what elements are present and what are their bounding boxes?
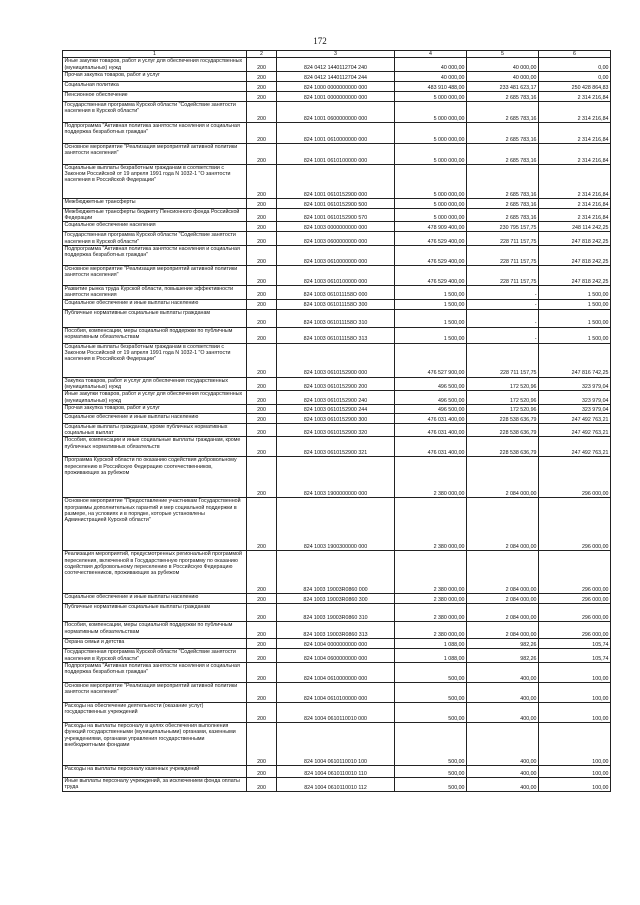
cell-plan: 500,00 [395,683,467,703]
cell-rest: 248 114 242,25 [539,222,611,232]
cell-admin: 200 [247,683,277,703]
cell-admin: 200 [247,198,277,208]
cell-plan: 40 000,00 [395,58,467,72]
cell-rest: 247 492 763,21 [539,437,611,457]
table-row [63,604,611,622]
column-header: 3 [277,51,395,58]
cell-rest: 2 314 216,84 [539,91,611,101]
cell-rest: 2 314 216,84 [539,198,611,208]
cell-fact: 2 084 000,00 [467,457,539,498]
table-row [63,778,611,792]
cell-name: Подпрограмма "Активная политика занятости населения и социальная поддержка безработных граждан" [63,122,247,143]
cell-code: 824 1001 0610152900 500 [277,198,395,208]
cell-rest: 296 000,00 [539,457,611,498]
table-row [63,299,611,309]
cell-name: Основное мероприятие "Предоставление участникам Государственной программы дополнительных гарантий и мер социальной поддержки в размере, на условиях и в порядке, которые установлены Администрацией Курской области" [63,498,247,551]
cell-rest: 2 314 216,84 [539,164,611,198]
cell-code: 824 1003 0600000000 000 [277,232,395,246]
cell-name: Публичные нормативные социальные выплаты гражданам [63,604,247,622]
cell-plan: 5 000 000,00 [395,122,467,143]
cell-plan: 1 500,00 [395,309,467,327]
cell-code: 824 1004 0610110010 100 [277,723,395,766]
cell-fact: - [467,299,539,309]
cell-name: Социальное обеспечение и иные выплаты населению [63,413,247,423]
cell-fact: 400,00 [467,778,539,792]
cell-plan: 478 909 400,00 [395,222,467,232]
table-row [63,343,611,377]
cell-rest: 323 979,04 [539,377,611,391]
cell-code: 824 1004 0000000000 000 [277,639,395,649]
cell-plan: 5 000 000,00 [395,198,467,208]
table-row [63,498,611,551]
cell-fact: 400,00 [467,683,539,703]
cell-code: 824 1003 19003R0860 310 [277,604,395,622]
cell-name: Прочая закупка товаров, работ и услуг [63,71,247,81]
cell-admin: 200 [247,498,277,551]
cell-plan: 5 000 000,00 [395,164,467,198]
cell-rest: 247 818 242,25 [539,246,611,266]
cell-fact: 230 795 157,75 [467,222,539,232]
cell-rest: 100,00 [539,766,611,778]
cell-fact: 2 084 000,00 [467,594,539,604]
cell-code: 824 1004 0610110010 112 [277,778,395,792]
cell-name: Пособия, компенсации и иные социальные выплаты гражданам, кроме публичных нормативных обязательств [63,437,247,457]
cell-admin: 200 [247,58,277,72]
table-row [63,164,611,198]
cell-fact: 172 520,96 [467,377,539,391]
page-number: 172 [313,36,327,46]
cell-rest: 296 000,00 [539,551,611,594]
cell-fact: 2 685 783,16 [467,198,539,208]
cell-name: Закупка товаров, работ и услуг для обеспечения государственных (муниципальных) нужд [63,377,247,391]
table-row [63,437,611,457]
table-row [63,309,611,327]
cell-admin: 200 [247,122,277,143]
cell-plan: 5 000 000,00 [395,91,467,101]
cell-code: 824 1003 061011158О 300 [277,299,395,309]
cell-rest: 323 979,04 [539,404,611,413]
cell-code: 824 1003 1900000000 000 [277,457,395,498]
cell-rest: 296 000,00 [539,622,611,639]
table-row [63,703,611,723]
cell-admin: 200 [247,309,277,327]
table-row [63,101,611,122]
table-row [63,622,611,639]
cell-fact: 40 000,00 [467,58,539,72]
cell-fact: 2 084 000,00 [467,551,539,594]
cell-fact: 2 685 783,16 [467,101,539,122]
cell-admin: 200 [247,622,277,639]
cell-plan: 2 380 000,00 [395,498,467,551]
cell-fact: 172 520,96 [467,391,539,405]
cell-plan: 1 500,00 [395,286,467,300]
cell-plan: 476 529 400,00 [395,232,467,246]
cell-plan: 5 000 000,00 [395,143,467,164]
cell-name: Государственная программа Курской области "Содействие занятости населения в Курской области" [63,101,247,122]
cell-admin: 200 [247,327,277,343]
cell-rest: 100,00 [539,663,611,683]
cell-admin: 200 [247,437,277,457]
cell-code: 824 1003 0610152900 000 [277,343,395,377]
cell-admin: 200 [247,143,277,164]
cell-fact: 2 685 783,16 [467,122,539,143]
table-row [63,663,611,683]
table-row [63,208,611,222]
cell-name: Развитие рынка труда Курской области, повышение эффективности занятости населения [63,286,247,300]
cell-fact: 228 538 636,79 [467,413,539,423]
column-header: 4 [395,51,467,58]
cell-plan: 1 500,00 [395,299,467,309]
cell-rest: 105,74 [539,649,611,663]
cell-rest: 100,00 [539,683,611,703]
cell-fact: 228 538 636,79 [467,437,539,457]
cell-rest: 2 314 216,84 [539,143,611,164]
cell-rest: 296 000,00 [539,594,611,604]
cell-rest: 247 816 742,25 [539,343,611,377]
cell-name: Публичные нормативные социальные выплаты гражданам [63,309,247,327]
cell-admin: 200 [247,663,277,683]
cell-plan: 1 088,00 [395,649,467,663]
cell-plan: 496 500,00 [395,377,467,391]
cell-code: 824 1003 061011158О 000 [277,286,395,300]
cell-admin: 200 [247,703,277,723]
cell-fact: - [467,309,539,327]
cell-rest: 247 492 763,21 [539,423,611,437]
cell-name: Расходы на обеспечение деятельности (оказание услуг) государственных учреждений [63,703,247,723]
cell-code: 824 1003 061011158О 313 [277,327,395,343]
cell-name: Иные закупки товаров, работ и услуг для обеспечения государственных (муниципальных) нужд [63,58,247,72]
cell-plan: 5 000 000,00 [395,101,467,122]
cell-name: Расходы на выплаты персоналу в целях обеспечения выполнения функций государственными (муниципальными) органами, казенными учреждениями, органами управления государственными внебюджетными фондами [63,723,247,766]
cell-plan: 2 380 000,00 [395,457,467,498]
cell-rest: 100,00 [539,703,611,723]
table-row [63,404,611,413]
cell-admin: 200 [247,377,277,391]
cell-code: 824 1004 0610110010 000 [277,703,395,723]
cell-plan: 476 031 400,00 [395,413,467,423]
cell-name: Охрана семьи и детства [63,639,247,649]
cell-admin: 200 [247,391,277,405]
cell-plan: 500,00 [395,703,467,723]
cell-fact: 2 084 000,00 [467,604,539,622]
table-row [63,286,611,300]
cell-plan: 2 380 000,00 [395,604,467,622]
cell-rest: 2 314 216,84 [539,101,611,122]
cell-code: 824 1001 0610152900 570 [277,208,395,222]
table-row [63,594,611,604]
cell-plan: 500,00 [395,663,467,683]
cell-plan: 2 380 000,00 [395,622,467,639]
cell-admin: 200 [247,723,277,766]
cell-plan: 2 380 000,00 [395,551,467,594]
cell-rest: 100,00 [539,723,611,766]
cell-name: Межбюджетные трансферты бюджету Пенсионного фонда Российской Федерации [63,208,247,222]
table-row [63,232,611,246]
cell-plan: 5 000 000,00 [395,208,467,222]
cell-admin: 200 [247,457,277,498]
column-header: 6 [539,51,611,58]
table-row [63,649,611,663]
table-row [63,246,611,266]
cell-rest: 2 314 216,84 [539,122,611,143]
cell-fact: - [467,327,539,343]
table-row [63,327,611,343]
cell-plan: 496 500,00 [395,404,467,413]
cell-code: 824 1003 0610152900 300 [277,413,395,423]
cell-code: 824 1003 0610000000 000 [277,246,395,266]
table-row [63,423,611,437]
cell-fact: 2 685 783,16 [467,164,539,198]
table-row [63,222,611,232]
table-row [63,639,611,649]
cell-plan: 476 527 900,00 [395,343,467,377]
cell-fact: 400,00 [467,703,539,723]
cell-plan: 2 380 000,00 [395,594,467,604]
cell-fact: 228 711 157,75 [467,246,539,266]
cell-name: Пособия, компенсации, меры социальной поддержки по публичным нормативным обязательствам [63,327,247,343]
column-header: 2 [247,51,277,58]
cell-fact: 2 084 000,00 [467,498,539,551]
cell-admin: 200 [247,413,277,423]
column-header: 1 [63,51,247,58]
cell-plan: 500,00 [395,778,467,792]
cell-code: 824 1003 19003R0860 313 [277,622,395,639]
cell-plan: 476 031 400,00 [395,437,467,457]
cell-name: Межбюджетные трансферты [63,198,247,208]
cell-fact: 400,00 [467,663,539,683]
cell-admin: 200 [247,766,277,778]
cell-admin: 200 [247,101,277,122]
cell-plan: 476 031 400,00 [395,423,467,437]
cell-name: Основное мероприятие "Реализация мероприятий активной политики занятости населения" [63,683,247,703]
cell-plan: 40 000,00 [395,71,467,81]
table-row [63,198,611,208]
cell-admin: 200 [247,343,277,377]
cell-code: 824 1001 0600000000 000 [277,101,395,122]
cell-admin: 200 [247,639,277,649]
cell-rest: 247 818 242,25 [539,232,611,246]
table-row [63,551,611,594]
cell-code: 824 1003 19003R0860 300 [277,594,395,604]
cell-rest: 2 314 216,84 [539,208,611,222]
cell-rest: 250 428 864,83 [539,81,611,91]
cell-name: Иные выплаты персоналу учреждений, за исключением фонда оплаты труда [63,778,247,792]
cell-rest: 296 000,00 [539,498,611,551]
cell-plan: 1 088,00 [395,639,467,649]
cell-fact: 172 520,96 [467,404,539,413]
cell-admin: 200 [247,81,277,91]
cell-admin: 200 [247,246,277,266]
cell-code: 824 1001 0610000000 000 [277,122,395,143]
cell-admin: 200 [247,423,277,437]
table-row [63,71,611,81]
cell-name: Социальные выплаты гражданам, кроме публичных нормативных социальных выплат [63,423,247,437]
column-header: 5 [467,51,539,58]
cell-code: 824 1004 0610100000 000 [277,683,395,703]
cell-code: 824 1000 0000000000 000 [277,81,395,91]
table-row [63,766,611,778]
cell-admin: 200 [247,164,277,198]
cell-name: Программа Курской области по оказанию содействия добровольному переселению в Российскую Федерацию соотечественников, проживающих за рубежом [63,457,247,498]
cell-name: Расходы на выплаты персоналу казенных учреждений [63,766,247,778]
table-row [63,81,611,91]
cell-code: 824 1003 0610152900 200 [277,377,395,391]
cell-name: Подпрограмма "Активная политика занятости населения и социальная поддержка безработных граждан" [63,663,247,683]
cell-code: 824 1001 0610100000 000 [277,143,395,164]
cell-fact: 982,26 [467,649,539,663]
cell-fact: 982,26 [467,639,539,649]
cell-admin: 200 [247,208,277,222]
cell-admin: 200 [247,286,277,300]
cell-code: 824 1004 0600000000 000 [277,649,395,663]
cell-admin: 200 [247,299,277,309]
cell-admin: 200 [247,649,277,663]
cell-rest: 0,00 [539,58,611,72]
cell-code: 824 1003 0610152900 240 [277,391,395,405]
cell-admin: 200 [247,604,277,622]
cell-fact: 228 711 157,75 [467,343,539,377]
cell-name: Социальное обеспечение и иные выплаты населению [63,594,247,604]
cell-rest: 0,00 [539,71,611,81]
cell-name: Социальное обеспечение населения [63,222,247,232]
cell-rest: 1 500,00 [539,309,611,327]
cell-code: 824 1003 0610152900 320 [277,423,395,437]
cell-rest: 323 979,04 [539,391,611,405]
cell-code: 824 1003 1900300000 000 [277,498,395,551]
cell-admin: 200 [247,778,277,792]
cell-code: 824 1004 0610000000 000 [277,663,395,683]
budget-table [62,50,611,792]
cell-rest: 1 500,00 [539,286,611,300]
cell-code: 824 1001 0000000000 000 [277,91,395,101]
cell-name: Государственная программа Курской области "Содействие занятости населения в Курской области" [63,232,247,246]
cell-name: Социальные выплаты безработным гражданам в соответствии с Законом Российской от 19 апреля 1991 года N 1032-1 "О занятости населения в Российской Федерации" [63,164,247,198]
cell-code: 824 1003 0610152900 321 [277,437,395,457]
header-row [63,51,611,58]
cell-code: 824 0412 1440112704 244 [277,71,395,81]
cell-admin: 200 [247,551,277,594]
cell-plan: 496 500,00 [395,391,467,405]
cell-name: Иные закупки товаров, работ и услуг для обеспечения государственных (муниципальных) нужд [63,391,247,405]
cell-name: Пособия, компенсации, меры социальной поддержки по публичным нормативным обязательствам [63,622,247,639]
cell-admin: 200 [247,71,277,81]
cell-code: 824 1004 0610110010 110 [277,766,395,778]
cell-admin: 200 [247,232,277,246]
cell-name: Подпрограмма "Активная политика занятости населения и социальная поддержка безработных граждан" [63,246,247,266]
cell-code: 824 1003 061011158О 310 [277,309,395,327]
table-row [63,91,611,101]
table-row [63,723,611,766]
cell-code: 824 1003 0610152900 244 [277,404,395,413]
cell-rest: 247 492 763,21 [539,413,611,423]
cell-name: Реализация мероприятий, предусмотренных региональной программой переселения, включенной в Государственную программу по оказанию содействия добровольному переселению в Российскую Федерацию соотечественников, проживающих за рубежом [63,551,247,594]
cell-name: Прочая закупка товаров, работ и услуг [63,404,247,413]
cell-fact: 228 538 636,79 [467,423,539,437]
cell-fact: 228 711 157,75 [467,266,539,286]
cell-fact: 2 084 000,00 [467,622,539,639]
cell-fact: 2 685 783,16 [467,208,539,222]
table-row [63,377,611,391]
table-row [63,122,611,143]
cell-name: Государственная программа Курской области "Содействие занятости населения в Курской области" [63,649,247,663]
table-row [63,266,611,286]
cell-name: Социальное обеспечение и иные выплаты населению [63,299,247,309]
table-row [63,457,611,498]
cell-name: Основное мероприятие "Реализация мероприятий активной политики занятости населения" [63,266,247,286]
cell-name: Социальные выплаты безработным гражданам в соответствии с Законом Российской от 19 апреля 1991 года N 1032-1 "О занятости населения в Российской Федерации" [63,343,247,377]
cell-fact: 2 685 783,16 [467,143,539,164]
cell-plan: 1 500,00 [395,327,467,343]
table-row [63,683,611,703]
cell-name: Пенсионное обеспечение [63,91,247,101]
cell-plan: 476 529 400,00 [395,246,467,266]
cell-plan: 500,00 [395,766,467,778]
cell-code: 824 0412 1440112704 240 [277,58,395,72]
cell-plan: 476 529 400,00 [395,266,467,286]
cell-fact: 233 481 623,17 [467,81,539,91]
cell-fact: 228 711 157,75 [467,232,539,246]
table-row [63,143,611,164]
cell-admin: 200 [247,404,277,413]
cell-plan: 483 910 488,00 [395,81,467,91]
cell-fact: 400,00 [467,766,539,778]
cell-plan: 500,00 [395,723,467,766]
cell-code: 824 1003 19003R0860 000 [277,551,395,594]
cell-rest: 1 500,00 [539,327,611,343]
cell-rest: 1 500,00 [539,299,611,309]
cell-admin: 200 [247,594,277,604]
cell-admin: 200 [247,266,277,286]
cell-admin: 200 [247,91,277,101]
cell-name: Основное мероприятие "Реализация мероприятий активной политики занятости населения" [63,143,247,164]
cell-rest: 247 818 242,25 [539,266,611,286]
cell-code: 824 1001 0610152900 000 [277,164,395,198]
cell-fact: - [467,286,539,300]
cell-code: 824 1003 0610100000 000 [277,266,395,286]
cell-code: 824 1003 0000000000 000 [277,222,395,232]
cell-rest: 105,74 [539,639,611,649]
table-row [63,413,611,423]
cell-rest: 100,00 [539,778,611,792]
cell-fact: 40 000,00 [467,71,539,81]
cell-rest: 296 000,00 [539,604,611,622]
table-row [63,58,611,72]
cell-fact: 400,00 [467,723,539,766]
cell-name: Социальная политика [63,81,247,91]
table-row [63,391,611,405]
cell-fact: 2 685 783,16 [467,91,539,101]
cell-admin: 200 [247,222,277,232]
